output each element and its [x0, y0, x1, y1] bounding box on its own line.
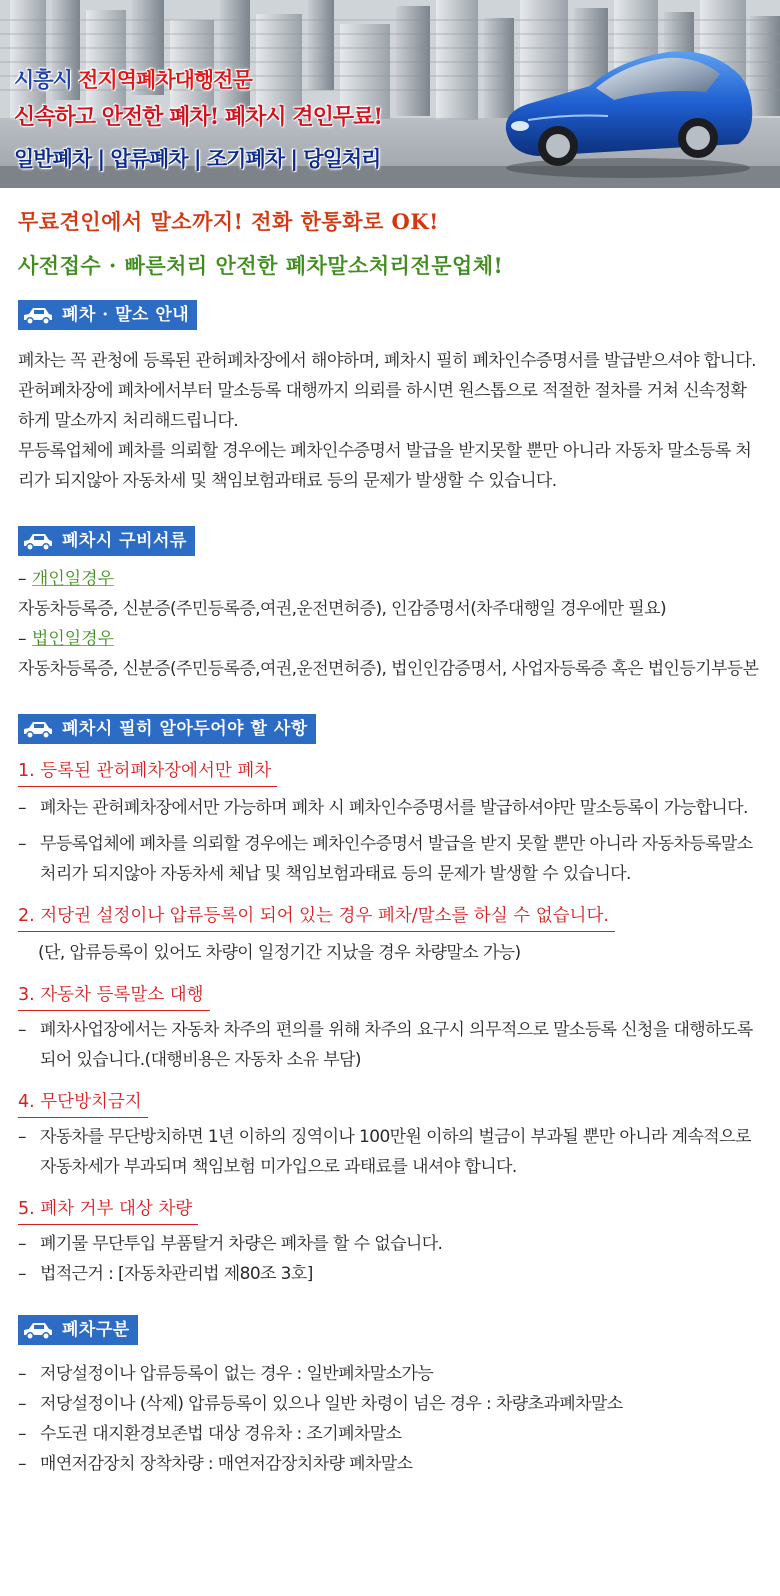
section-header-scrap-guide	[18, 300, 780, 330]
section-title: 폐차시 필히 알아두어야 할 사항	[58, 714, 316, 744]
banner-line1	[14, 64, 382, 94]
car-icon	[18, 1315, 58, 1345]
personal-case-label: 개인일경우	[31, 569, 115, 589]
notice-item-4-point-a: – 자동차를 무단방치하면 1년 이하의 징역이나 100만원 이하의 벌금이 부과될 뿐만 아니라 계속적으로 자동차세가 부과되며 책임보험 미가입으로 과태료를 내셔야 합니다.	[0, 1122, 780, 1182]
car-icon	[18, 714, 58, 744]
notice-item-5-point-a: – 폐기물 무단투입 부품탈거 차량은 폐차를 할 수 없습니다.	[0, 1229, 780, 1259]
notice-item-1-point-b: – 무등록업체에 폐차를 의뢰할 경우에는 폐차인수증명서 발급을 받지 못할 뿐만 아니라 자동차등록말소처리가 되지않아 자동차세 체납 및 책임보험과태료 등의 문제가 발생할 수 있습니다.	[0, 829, 780, 889]
notice-item-4-title: 4. 무단방치금지	[18, 1087, 148, 1118]
scrap-type-item: – 수도권 대지환경보존법 대상 경유차 : 조기폐차말소	[0, 1419, 780, 1449]
notice-item-2-title: 2. 저당권 설정이나 압류등록이 되어 있는 경우 폐차/말소를 하실 수 없습니다.	[18, 901, 615, 932]
blue-sports-car-image	[498, 30, 758, 180]
corporate-case-label: 법인일경우	[31, 629, 115, 649]
banner-area: 전지역	[78, 68, 137, 92]
car-icon	[18, 526, 58, 556]
car-icon	[18, 300, 58, 330]
hero-banner	[0, 0, 780, 188]
corporate-case-heading: – 법인일경우	[18, 629, 115, 649]
corporate-documents: 자동차등록증, 신분증(주민등록증,여권,운전면허증), 법인인감증명서, 사업자등록증 혹은 법인등기부등본	[18, 659, 759, 679]
section-header-required-documents	[18, 526, 780, 556]
personal-case-heading: – 개인일경우	[18, 569, 115, 589]
notice-item-1-point-a: – 폐차는 관허폐차장에서만 가능하며 폐차 시 폐차인수증명서를 발급하셔야만 말소등록이 가능합니다.	[0, 793, 780, 823]
section-title: 폐차 · 말소 안내	[58, 300, 197, 330]
headline-line1: 무료견인에서 말소까지! 전화 한통화로 OK!	[18, 209, 439, 234]
banner-city: 시흥시	[14, 68, 72, 92]
scrap-guide-paragraph-2: 무등록업체에 폐차를 의뢰할 경우에는 폐차인수증명서 발급을 받지못할 뿐만 아니라 자동차 말소등록 처리가 되지않아 자동차세 및 책임보험과태료 등의 문제가 발생할 수 있습니다.	[18, 441, 752, 491]
section-header-scrap-types	[18, 1315, 780, 1345]
banner-tagline: 신속하고 안전한 폐차! 폐차시 견인무료!	[14, 104, 382, 130]
banner-text	[14, 64, 382, 173]
scrap-type-item: – 저당설정이나 (삭제) 압류등록이 있으나 일반 차령이 넘은 경우 : 차량초과폐차말소	[0, 1389, 780, 1419]
section-header-must-know	[18, 714, 780, 744]
banner-services-list: 일반폐차 | 압류폐차 | 조기폐차 | 당일처리	[14, 147, 381, 171]
notice-item-1-title: 1. 등록된 관허폐차장에서만 폐차	[18, 756, 277, 787]
section-title: 폐차시 구비서류	[58, 526, 195, 556]
headline	[0, 188, 780, 280]
personal-documents: 자동차등록증, 신분증(주민등록증,여권,운전면허증), 인감증명서(차주대행일 경우에만 필요)	[18, 599, 666, 619]
section-title: 폐차구분	[58, 1315, 138, 1345]
scrap-type-item: – 저당설정이나 압류등록이 없는 경우 : 일반폐차말소가능	[0, 1359, 780, 1389]
notice-item-5-title: 5. 폐차 거부 대상 차량	[18, 1194, 198, 1225]
notice-item-2-note: (단, 압류등록이 있어도 차량이 일정기간 지났을 경우 차량말소 가능)	[38, 943, 521, 963]
banner-service: 폐차대행전문	[136, 68, 252, 92]
notice-item-3-point-a: – 폐차사업장에서는 자동차 차주의 편의를 위해 차주의 요구시 의무적으로 말소등록 신청을 대행하도록 되어 있습니다.(대행비용은 자동차 소유 부담)	[0, 1015, 780, 1075]
scrap-type-item: – 매연저감장치 장착차량 : 매연저감장치차량 폐차말소	[0, 1449, 780, 1479]
notice-item-5-point-b: – 법적근거 : [자동차관리법 제80조 3호]	[0, 1259, 780, 1289]
scrap-guide-paragraph-1: 폐차는 꼭 관청에 등록된 관허폐차장에서 해야하며, 폐차시 필히 폐차인수증명서를 발급받으셔야 합니다. 관허폐차장에 폐차에서부터 말소등록 대행까지 의뢰를 하시면 원스톱으로 적절한 절차를 거쳐 신속정확하게 말소까지 처리해드립니다.	[18, 351, 756, 431]
headline-line2: 사전접수 · 빠른처리 안전한 폐차말소처리전문업체!	[18, 253, 504, 278]
notice-item-3-title: 3. 자동차 등록말소 대행	[18, 980, 210, 1011]
